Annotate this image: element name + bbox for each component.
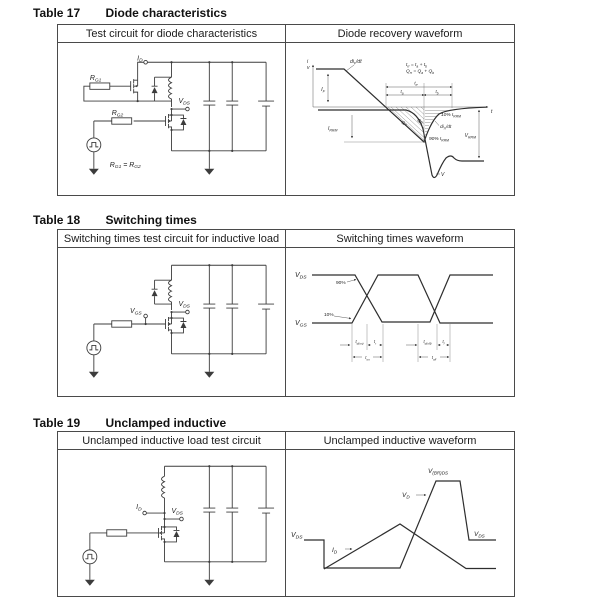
axis-i-label: i — [307, 59, 309, 65]
pct10-label: 10% $I_{RRM}$ — [441, 113, 461, 119]
vds-label: VDS — [178, 98, 190, 107]
ground-icon — [89, 372, 99, 378]
body-diode — [170, 317, 186, 334]
gate-resistor — [107, 530, 127, 536]
axis-t-label: t — [491, 109, 493, 115]
ground-icon — [204, 580, 214, 586]
v-dip-label: V — [441, 172, 445, 178]
capacitor — [226, 466, 238, 562]
table18-right-header: Switching times waveform — [336, 232, 464, 245]
freewheel-diode — [152, 77, 158, 101]
inductor — [169, 280, 172, 304]
capacitor — [203, 62, 215, 151]
toff-label: $t_{off}$ — [431, 355, 437, 362]
if-label: $I_F$ — [321, 87, 325, 94]
table17-waveform-figure — [286, 43, 514, 196]
trr-span-label: $t_{rr}$ — [414, 80, 418, 87]
pulse-generator — [87, 138, 101, 175]
rg2-resistor — [112, 118, 132, 124]
table19-label: Table 19 — [33, 416, 81, 430]
vgs-terminal — [144, 314, 148, 318]
table17-left-header: Test circuit for diode characteristics — [58, 25, 286, 42]
vds-trace-label: VDS — [295, 272, 307, 281]
irrm-label: $I_{RRM}$ — [328, 126, 338, 133]
inductor — [169, 77, 172, 101]
table19-right-header: Unclamped inductive waveform — [323, 434, 477, 447]
table19-header-row — [58, 432, 514, 450]
ground-icon — [89, 169, 99, 175]
switching-test-circuit — [87, 264, 274, 378]
dirr-dt-label: $di_{rr}/dt$ — [440, 125, 452, 131]
vrrm-label: $V_{RRM}$ — [464, 133, 476, 140]
rg2-label: RG2 — [111, 110, 124, 119]
table19-caption: Unclamped inductive — [105, 416, 227, 430]
battery — [258, 466, 274, 562]
id-label: ID — [136, 504, 142, 513]
diode-recovery-waveform — [307, 59, 493, 178]
table19 — [57, 431, 515, 597]
id-trace-label: $I_D$ — [332, 547, 338, 555]
table17-caption: Diode characteristics — [105, 6, 227, 20]
id-trace — [324, 524, 496, 569]
freewheel-diode — [152, 280, 158, 304]
table18-caption: Switching times — [105, 213, 197, 227]
ground-icon — [85, 580, 95, 586]
table17-body — [58, 43, 514, 196]
dut-mosfet — [134, 109, 172, 151]
vds-terminal — [186, 107, 190, 111]
vbrds-label: $V_{(BR)DS}$ — [428, 468, 449, 476]
vgs-label: VGS — [129, 308, 142, 317]
capacitor — [226, 62, 238, 151]
pulse-generator — [87, 341, 101, 378]
td-off-label: $t_{d(off)}$ — [423, 339, 432, 346]
body-diode — [170, 114, 186, 131]
trr-formula: $t_{rr} = t_a + t_b$ — [406, 63, 427, 69]
table18-header-row — [58, 230, 514, 248]
axis-v-label: v — [307, 65, 310, 71]
pct90-label: 90% — [336, 281, 346, 286]
vds-label: VDS — [178, 301, 190, 310]
table19-left-header: Unclamped inductive load test circuit — [58, 432, 286, 449]
capacitor — [226, 265, 238, 354]
table17-header-row — [58, 25, 514, 43]
diode-test-circuit — [84, 55, 274, 174]
unclamped-test-circuit — [83, 465, 274, 586]
vds-terminal — [180, 517, 184, 521]
tf-label: $t_f$ — [442, 339, 445, 346]
gate-resistor — [112, 321, 132, 327]
pct10-label: 10% — [324, 313, 334, 318]
pct90-label: 90% $I_{RRM}$ — [429, 137, 449, 143]
table19-title — [33, 416, 226, 430]
table18-label: Table 18 — [33, 213, 81, 227]
dif-dt-label: $di_F/dt$ — [350, 59, 362, 66]
table18-waveform-figure — [286, 248, 514, 397]
capacitor — [203, 265, 215, 354]
dut-mosfet — [127, 526, 165, 562]
table19-circuit-figure — [58, 450, 286, 597]
upper-mosfet — [110, 62, 144, 101]
qa-label: $Q_a$ — [401, 120, 407, 127]
pulse-generator — [83, 550, 97, 586]
id-label: ID — [137, 55, 143, 64]
unclamped-waveform — [291, 468, 496, 569]
rg1-resistor — [90, 83, 110, 89]
table19-body — [58, 450, 514, 597]
td-on-label: $t_{d(on)}$ — [355, 339, 364, 346]
capacitor — [203, 466, 215, 562]
ground-icon — [204, 169, 214, 175]
table17-right-header: Diode recovery waveform — [337, 27, 463, 40]
ton-label: $t_{on}$ — [365, 355, 370, 362]
table18 — [57, 229, 515, 397]
id-terminal — [144, 60, 148, 64]
tb-span-label: $t_b$ — [435, 89, 439, 96]
ta-span-label: $t_a$ — [400, 89, 404, 96]
vds-label: VDS — [171, 508, 183, 517]
table17-circuit-figure — [58, 43, 286, 196]
qrr-formula: $Q_{rr} = Q_a + Q_b$ — [406, 69, 435, 75]
vds-left-label: VDS — [291, 532, 303, 541]
table17-title — [33, 6, 227, 20]
vds-terminal — [186, 310, 190, 314]
battery — [258, 265, 274, 354]
qb-label: $Q_b$ — [417, 118, 423, 125]
rg1-label: RG1 — [89, 75, 102, 84]
table18-left-header: Switching times test circuit for inductive load — [58, 230, 286, 247]
id-terminal — [143, 511, 147, 515]
vgs-trace-label: VGS — [295, 320, 307, 329]
rg-equality-label: RG1 = RG2 — [109, 161, 141, 171]
table18-body — [58, 248, 514, 397]
vds-right-label: $V_{DS}$ — [474, 531, 485, 539]
ground-icon — [204, 372, 214, 378]
dut-mosfet — [132, 312, 172, 354]
vd-label: $V_D$ — [402, 492, 410, 500]
table17-label: Table 17 — [33, 6, 81, 20]
diode-current-curve — [316, 69, 486, 142]
table18-title — [33, 213, 197, 227]
battery — [258, 62, 274, 151]
tr-label: $t_r$ — [373, 339, 377, 346]
body-diode — [163, 526, 179, 543]
switching-waveform — [295, 272, 493, 362]
table18-circuit-figure — [58, 248, 286, 397]
table19-waveform-figure — [286, 450, 514, 597]
table17 — [57, 24, 515, 196]
